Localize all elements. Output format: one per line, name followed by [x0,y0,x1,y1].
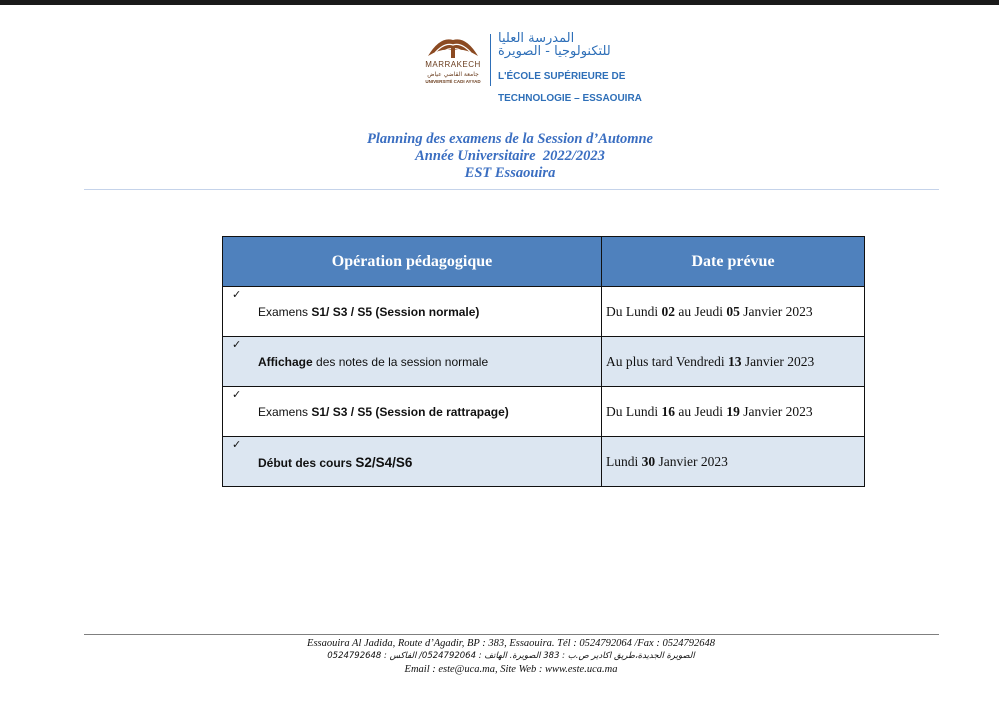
table-row [223,287,865,337]
date-cell [602,437,865,487]
footer-line-1: Essaouira Al Jadida, Route d’Agadir, BP : 383, Essaouira. Tél : 0524792064 /Fax : 0524792648 [307,638,715,649]
logo-french-line-1: L'ÉCOLE SUPÉRIEURE DE [498,71,626,82]
operation-cell [223,387,602,437]
footer-divider [84,634,939,635]
checkmark-icon: ✓ [232,438,242,451]
title-line-2: Année Universitaire 2022/2023 [415,148,605,164]
logo-university-label: UNIVERSITÉ CADI AYYAD [425,79,481,84]
column-header-date: Date prévue [602,237,865,287]
operation-text: Affichage des notes de la session normale [258,355,489,369]
operation-text: Examens S1/ S3 / S5 (Session de rattrapage) [258,405,509,419]
logo-university-arabic: جامعة القاضي عياض [427,71,479,78]
table-row [223,437,865,487]
date-text: Du Lundi 16 au Jeudi 19 Janvier 2023 [606,404,813,419]
operation-cell [223,337,602,387]
column-header-operation: Opération pédagogique [223,237,602,287]
logo-city-label: MARRAKECH [425,60,481,69]
table-row [223,337,865,387]
checkmark-icon: ✓ [232,288,242,301]
footer-address [150,637,872,676]
footer-line-3: Email : este@uca.ma, Site Web : www.este.uca.ma [404,664,618,675]
date-text: Du Lundi 02 au Jeudi 05 Janvier 2023 [606,304,813,319]
date-cell [602,287,865,337]
checkmark-icon: ✓ [232,338,242,351]
table-row [223,387,865,437]
footer-line-2-arabic: الصويرة الجديدة،طريق اكادير ص.ب : 383 الصويرة. الهاتف : 0524792064/ الفاكس : 0524792648 [327,651,695,661]
title-line-3: EST Essaouira [464,165,556,181]
school-logo [420,30,650,104]
header-divider [84,189,939,190]
logo-arabic-line-2: للتكنولوجيا - الصويرة [498,44,611,59]
title-line-1: Planning des examens de la Session d’Automne [366,131,653,147]
logo-french-name [498,60,648,115]
logo-arabic-line-1: المدرسة العليا [498,31,575,46]
operation-text: Examens S1/ S3 / S5 (Session normale) [258,305,480,319]
logo-arabic-name [498,32,648,58]
date-cell [602,337,865,387]
operation-cell [223,437,602,487]
checkmark-icon: ✓ [232,388,242,401]
date-cell [602,387,865,437]
exam-planning-table [222,236,865,487]
date-text: Au plus tard Vendredi 13 Janvier 2023 [606,354,815,369]
window-top-bar [0,0,999,5]
logo-divider [490,34,491,86]
date-text: Lundi 30 Janvier 2023 [606,454,728,469]
document-title [200,131,820,182]
operation-cell [223,287,602,337]
logo-french-line-2: TECHNOLOGIE – ESSAOUIRA [498,93,642,104]
operation-text: Début des cours S2/S4/S6 [258,455,413,470]
